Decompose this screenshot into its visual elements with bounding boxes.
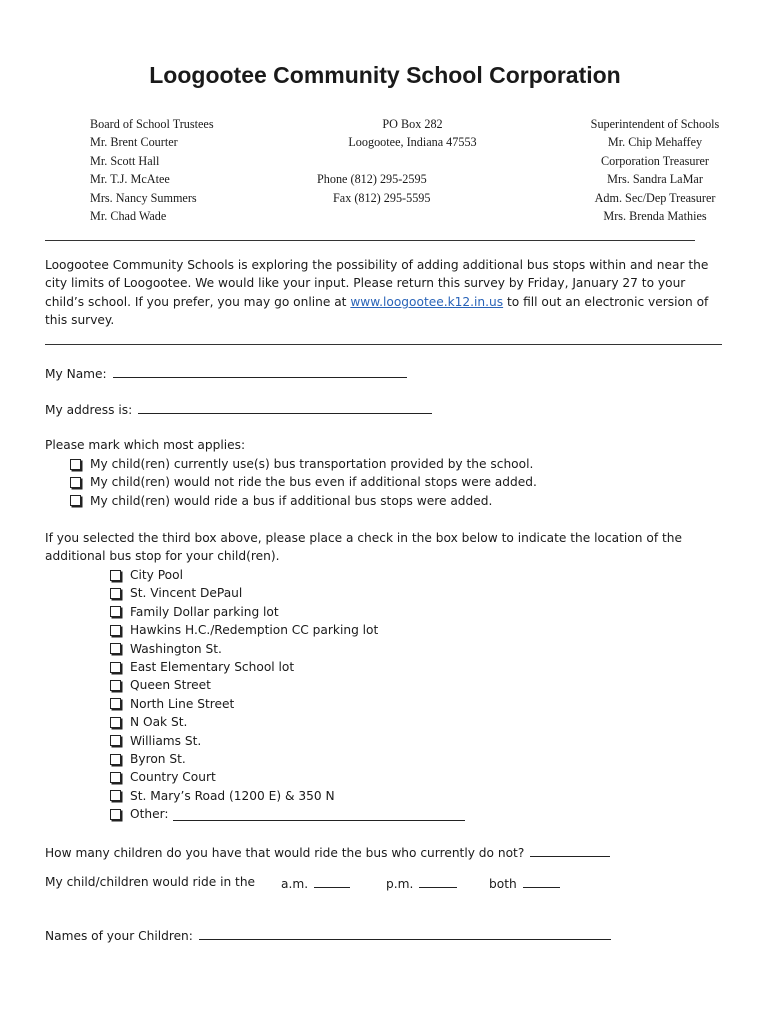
trustee-name: Mr. Chad Wade [90, 209, 167, 224]
location-option [110, 640, 465, 658]
name-label: My Name: [45, 367, 107, 381]
am-blank[interactable] [314, 875, 350, 888]
location-option [110, 658, 465, 676]
option-label: Country Court [130, 770, 216, 785]
location-line: additional bus stop for your child(ren). [45, 549, 280, 564]
option-label: East Elementary School lot [130, 659, 295, 674]
name-row [45, 365, 407, 381]
intro-paragraph [45, 256, 725, 330]
address-blank[interactable] [138, 401, 432, 414]
page-title: Loogootee Community School Corporation [149, 62, 621, 88]
phone-number: Phone (812) 295-2595 [317, 172, 427, 187]
location-option-other [110, 805, 465, 823]
checkbox[interactable] [110, 606, 121, 617]
location-option [110, 768, 465, 786]
checkbox[interactable] [110, 662, 121, 673]
option-label: Washington St. [130, 641, 222, 656]
checkbox[interactable] [110, 735, 121, 746]
officers-column [585, 115, 725, 225]
trustee-name: Mr. Brent Courter [90, 135, 178, 150]
option-label: My child(ren) currently use(s) bus transportation provided by the school. [90, 457, 534, 471]
location-paragraph [45, 529, 725, 566]
checkbox[interactable] [110, 698, 121, 709]
location-option [110, 713, 465, 731]
checkbox[interactable] [110, 754, 121, 765]
option-label: City Pool [130, 568, 183, 582]
checkbox[interactable] [70, 459, 81, 470]
other-blank[interactable] [173, 808, 465, 821]
option-label: My child(ren) would ride a bus if additional bus stops were added. [90, 493, 493, 508]
location-option [110, 732, 465, 750]
trustee-name: Mr. Scott Hall [90, 153, 160, 168]
address-label: My address is: [45, 403, 133, 417]
checkbox[interactable] [110, 680, 121, 691]
option-label: St. Mary’s Road (1200 E) & 350 N [130, 788, 335, 803]
option-label: Byron St. [130, 751, 186, 766]
am-field [281, 875, 350, 891]
intro-text: child’s school. If you prefer, you may go online at [45, 294, 351, 309]
applies-option [70, 492, 537, 510]
officer-name: Mrs. Sandra LaMar [607, 172, 703, 187]
names-blank[interactable] [199, 927, 611, 940]
intro-line: this survey. [45, 313, 115, 328]
option-label: Family Dollar parking lot [130, 604, 279, 619]
how-many-row [45, 844, 610, 860]
location-option [110, 566, 465, 584]
trustees-heading: Board of School Trustees [90, 117, 214, 131]
trustees-column [90, 115, 214, 225]
intro-line: city limits of Loogootee. We would like your input. Please return this survey by Friday, January 27 to your [45, 276, 686, 291]
option-label: Queen Street [130, 678, 211, 693]
intro-divider [45, 344, 722, 345]
checkbox[interactable] [70, 495, 81, 506]
po-box: PO Box 282 [382, 117, 443, 131]
checkbox[interactable] [110, 643, 121, 654]
address-row [45, 401, 432, 417]
address-column [300, 115, 525, 207]
officer-title: Superintendent of Schools [590, 117, 720, 131]
ride-in-label: My child/children would ride in the [45, 875, 256, 889]
checkbox[interactable] [110, 588, 121, 599]
applies-option [70, 455, 537, 473]
pm-field [386, 875, 457, 891]
checkbox[interactable] [70, 477, 81, 488]
name-blank[interactable] [113, 365, 407, 378]
option-label: Williams St. [130, 733, 202, 748]
city-state-zip: Loogootee, Indiana 47553 [348, 135, 477, 150]
intro-text: to fill out an electronic version of [503, 294, 709, 309]
trustee-name: Mrs. Nancy Summers [90, 190, 197, 205]
location-option [110, 695, 465, 713]
option-label: Hawkins H.C./Redemption CC parking lot [130, 623, 379, 638]
location-option [110, 676, 465, 694]
pm-label: p.m. [386, 877, 414, 891]
how-many-blank[interactable] [530, 844, 610, 857]
checkbox[interactable] [110, 717, 121, 728]
both-field [489, 875, 560, 891]
both-label: both [489, 877, 517, 891]
intro-line [45, 293, 725, 311]
location-option [110, 603, 465, 621]
checkbox[interactable] [110, 790, 121, 801]
am-label: a.m. [281, 877, 309, 891]
officer-title: Corporation Treasurer [601, 153, 709, 168]
how-many-label: How many children do you have that would ride the bus who currently do not? [45, 846, 525, 860]
pm-blank[interactable] [419, 875, 457, 888]
officer-name: Mrs. Brenda Mathies [603, 209, 707, 224]
officer-name: Mr. Chip Mehaffey [607, 135, 703, 150]
intro-line: Loogootee Community Schools is exploring the possibility of adding additional bus stops within and near the [45, 258, 709, 272]
website-link[interactable]: www.loogootee.k12.in.us [350, 294, 504, 309]
checkbox[interactable] [110, 625, 121, 636]
fax-number: Fax (812) 295-5595 [333, 190, 431, 205]
applies-option [70, 473, 537, 491]
option-label: St. Vincent DePaul [130, 586, 243, 601]
location-option [110, 750, 465, 768]
spacer-line [300, 152, 525, 170]
location-line: If you selected the third box above, please place a check in the box below to indicate the location of the [45, 531, 682, 545]
checkbox[interactable] [110, 772, 121, 783]
other-label: Other: [130, 807, 169, 822]
header-divider [45, 240, 695, 241]
option-label: My child(ren) would not ride the bus even if additional stops were added. [90, 475, 537, 490]
names-row [45, 927, 611, 943]
location-option [110, 584, 465, 602]
location-option [110, 621, 465, 639]
checkbox[interactable] [110, 809, 121, 820]
location-options [110, 566, 465, 823]
applies-heading: Please mark which most applies: [45, 438, 246, 452]
names-label: Names of your Children: [45, 929, 193, 943]
option-label: North Line Street [130, 696, 235, 711]
applies-options [70, 455, 537, 510]
option-label: N Oak St. [130, 715, 188, 730]
trustee-name: Mr. T.J. McAtee [90, 172, 170, 187]
checkbox[interactable] [110, 570, 121, 581]
both-blank[interactable] [523, 875, 560, 888]
officer-title: Adm. Sec/Dep Treasurer [594, 190, 716, 205]
location-option [110, 787, 465, 805]
